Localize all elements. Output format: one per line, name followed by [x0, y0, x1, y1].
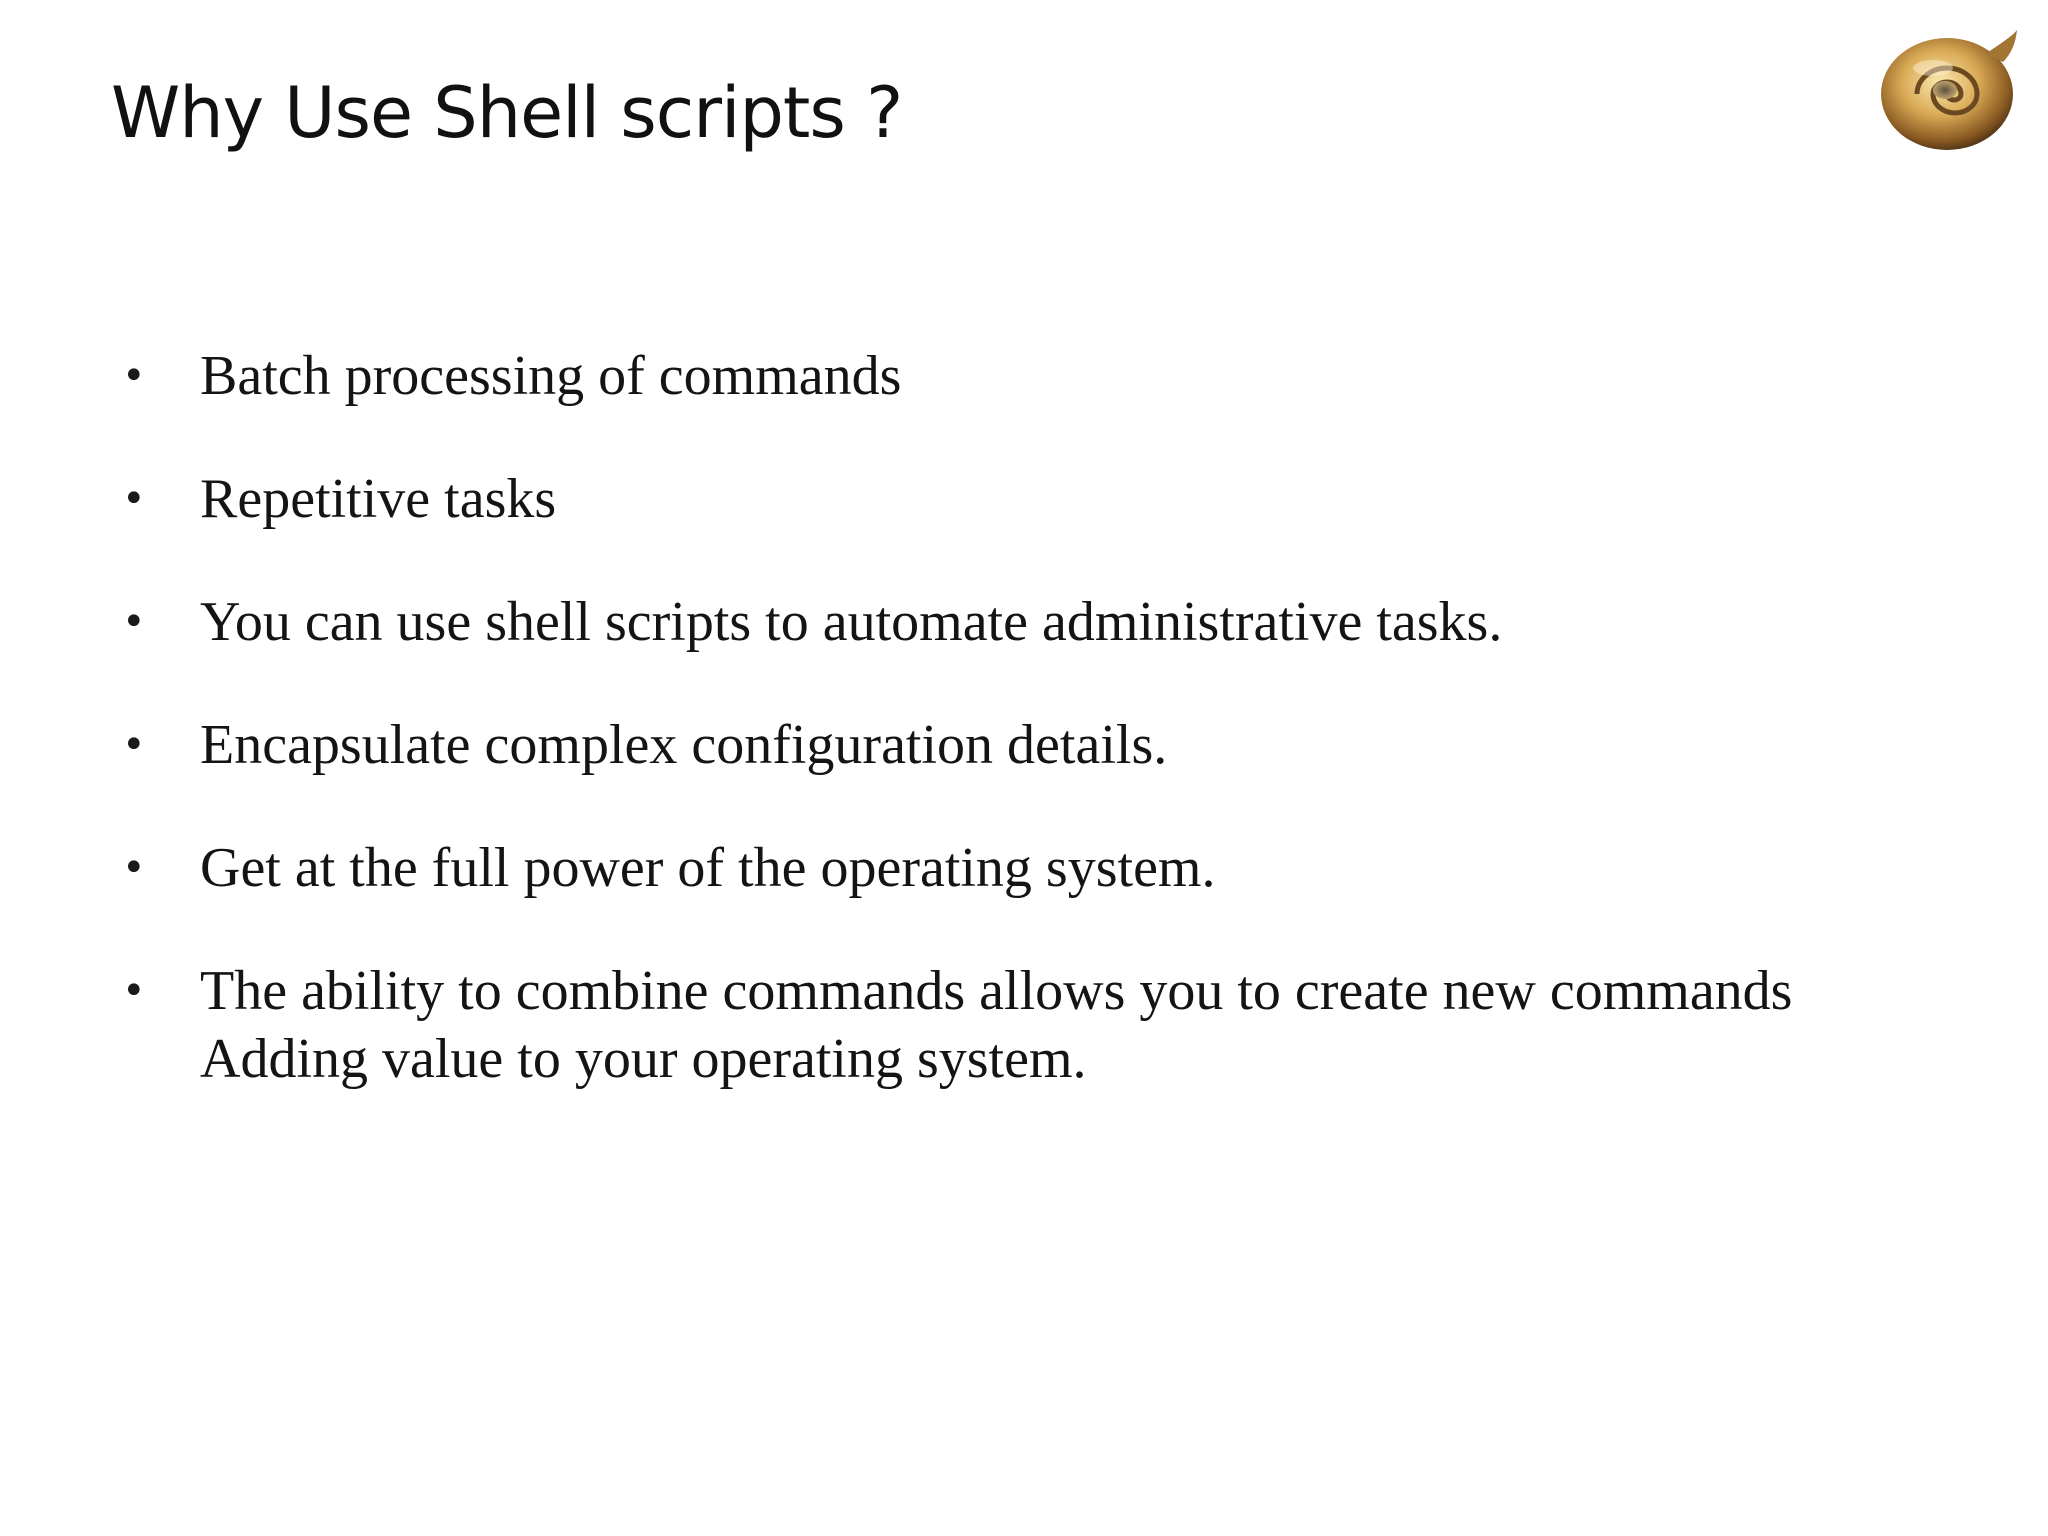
bullet-item — [118, 834, 1818, 902]
bullet-text: Batch processing of commands — [200, 345, 902, 407]
shell-logo-icon — [1875, 24, 2025, 156]
bullet-icon: • — [122, 968, 146, 1014]
bullet-item — [118, 711, 1818, 779]
bullet-icon: • — [122, 845, 146, 891]
bullet-text: Get at the full power of the operating system. — [200, 837, 1216, 899]
bullet-item — [118, 588, 1818, 656]
bullet-list — [118, 342, 1818, 1148]
bullet-icon: • — [122, 353, 146, 399]
bullet-icon: • — [122, 722, 146, 768]
bullet-text: The ability to combine commands allows you to create new commands Adding value to your operating system. — [200, 960, 1793, 1090]
bullet-item — [118, 465, 1818, 533]
bullet-text: You can use shell scripts to automate administrative tasks. — [200, 591, 1503, 653]
bullet-text: Encapsulate complex configuration details. — [200, 714, 1168, 776]
bullet-item — [118, 957, 1818, 1093]
slide-title: Why Use Shell scripts ? — [111, 72, 903, 154]
bullet-text: Repetitive tasks — [200, 468, 557, 530]
bullet-icon: • — [122, 599, 146, 645]
bullet-icon: • — [122, 476, 146, 522]
bullet-item — [118, 342, 1818, 410]
